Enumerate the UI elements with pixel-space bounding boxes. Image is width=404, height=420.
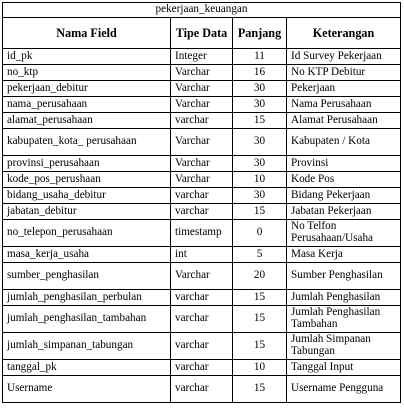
table-row <box>3 290 401 306</box>
table-row <box>3 376 401 403</box>
cell-length: 30 <box>233 81 287 97</box>
cell-description: No Telfon Perusahaan/Usaha <box>287 220 401 247</box>
cell-length: 15 <box>233 333 287 360</box>
table-row <box>3 81 401 97</box>
cell-data-type: Varchar <box>171 97 233 113</box>
cell-description: Kode Pos <box>287 172 401 188</box>
header-field-name: Nama Field <box>3 18 171 49</box>
cell-field-name: jumlah_simpanan_tabungan <box>3 333 171 360</box>
cell-description: Pekerjaan <box>287 81 401 97</box>
cell-field-name: alamat_perusahaan <box>3 113 171 129</box>
cell-description: Username Pengguna <box>287 376 401 403</box>
table-row <box>3 204 401 220</box>
table-row <box>3 220 401 247</box>
cell-description: Jabatan Pekerjaan <box>287 204 401 220</box>
table-row <box>3 263 401 290</box>
cell-description: Tanggal Input <box>287 360 401 376</box>
cell-field-name: provinsi_perusahaan <box>3 156 171 172</box>
cell-description: No KTP Debitur <box>287 65 401 81</box>
cell-field-name: no_ktp <box>3 65 171 81</box>
cell-description: Kabupaten / Kota <box>287 129 401 156</box>
cell-description: Jumlah Penghasilan <box>287 290 401 306</box>
cell-field-name: tanggal_pk <box>3 360 171 376</box>
cell-field-name: id_pk <box>3 49 171 65</box>
cell-length: 15 <box>233 290 287 306</box>
cell-field-name: nama_perusahaan <box>3 97 171 113</box>
cell-length: 30 <box>233 188 287 204</box>
cell-description: Masa Kerja <box>287 247 401 263</box>
cell-description: Jumlah Penghasilan Tambahan <box>287 306 401 333</box>
table-body <box>3 49 401 403</box>
cell-data-type: varchar <box>171 204 233 220</box>
table-row <box>3 172 401 188</box>
cell-description: Alamat Perusahaan <box>287 113 401 129</box>
cell-description: Sumber Penghasilan <box>287 263 401 290</box>
cell-description: Provinsi <box>287 156 401 172</box>
cell-length: 30 <box>233 156 287 172</box>
cell-data-type: varchar <box>171 376 233 403</box>
header-length: Panjang <box>233 18 287 49</box>
table-caption-row <box>3 3 401 18</box>
table-caption: pekerjaan_keuangan <box>3 3 401 18</box>
cell-length: 10 <box>233 172 287 188</box>
table-row <box>3 360 401 376</box>
cell-field-name: jumlah_penghasilan_tambahan <box>3 306 171 333</box>
cell-field-name: masa_kerja_usaha <box>3 247 171 263</box>
header-description: Keterangan <box>287 18 401 49</box>
cell-data-type: Varchar <box>171 129 233 156</box>
cell-data-type: int <box>171 247 233 263</box>
table-row <box>3 113 401 129</box>
table-row <box>3 65 401 81</box>
cell-length: 0 <box>233 220 287 247</box>
cell-description: Id Survey Pekerjaan <box>287 49 401 65</box>
cell-description: Jumlah Simpanan Tabungan <box>287 333 401 360</box>
table-row <box>3 333 401 360</box>
cell-data-type: Varchar <box>171 81 233 97</box>
table-row <box>3 306 401 333</box>
cell-length: 15 <box>233 113 287 129</box>
cell-field-name: kode_pos_perushaan <box>3 172 171 188</box>
table-row <box>3 129 401 156</box>
cell-data-type: Varchar <box>171 263 233 290</box>
cell-length: 20 <box>233 263 287 290</box>
cell-data-type: varchar <box>171 290 233 306</box>
cell-field-name: kabupaten_kota_ perusahaan <box>3 129 171 156</box>
data-dictionary-table <box>2 2 401 403</box>
cell-field-name: no_telepon_perusahaan <box>3 220 171 247</box>
cell-data-type: timestamp <box>171 220 233 247</box>
table-header-row <box>3 18 401 49</box>
cell-description: Nama Perusahaan <box>287 97 401 113</box>
cell-length: 11 <box>233 49 287 65</box>
data-dictionary-table-wrapper <box>2 2 400 403</box>
cell-length: 5 <box>233 247 287 263</box>
table-row <box>3 49 401 65</box>
cell-description: Bidang Pekerjaan <box>287 188 401 204</box>
cell-data-type: varchar <box>171 333 233 360</box>
header-data-type: Tipe Data <box>171 18 233 49</box>
cell-length: 15 <box>233 204 287 220</box>
cell-field-name: pekerjaan_debitur <box>3 81 171 97</box>
cell-length: 30 <box>233 97 287 113</box>
cell-length: 30 <box>233 129 287 156</box>
cell-field-name: bidang_usaha_debitur <box>3 188 171 204</box>
table-row <box>3 156 401 172</box>
cell-data-type: varchar <box>171 360 233 376</box>
cell-field-name: Username <box>3 376 171 403</box>
cell-length: 15 <box>233 376 287 403</box>
cell-data-type: Varchar <box>171 65 233 81</box>
cell-length: 15 <box>233 306 287 333</box>
cell-data-type: Integer <box>171 49 233 65</box>
cell-data-type: Varchar <box>171 172 233 188</box>
cell-field-name: sumber_penghasilan <box>3 263 171 290</box>
table-row <box>3 247 401 263</box>
cell-length: 16 <box>233 65 287 81</box>
cell-field-name: jumlah_penghasilan_perbulan <box>3 290 171 306</box>
cell-length: 10 <box>233 360 287 376</box>
table-row <box>3 97 401 113</box>
cell-data-type: varchar <box>171 113 233 129</box>
table-row <box>3 188 401 204</box>
cell-data-type: varchar <box>171 188 233 204</box>
cell-field-name: jabatan_debitur <box>3 204 171 220</box>
cell-data-type: varchar <box>171 306 233 333</box>
cell-data-type: Varchar <box>171 156 233 172</box>
